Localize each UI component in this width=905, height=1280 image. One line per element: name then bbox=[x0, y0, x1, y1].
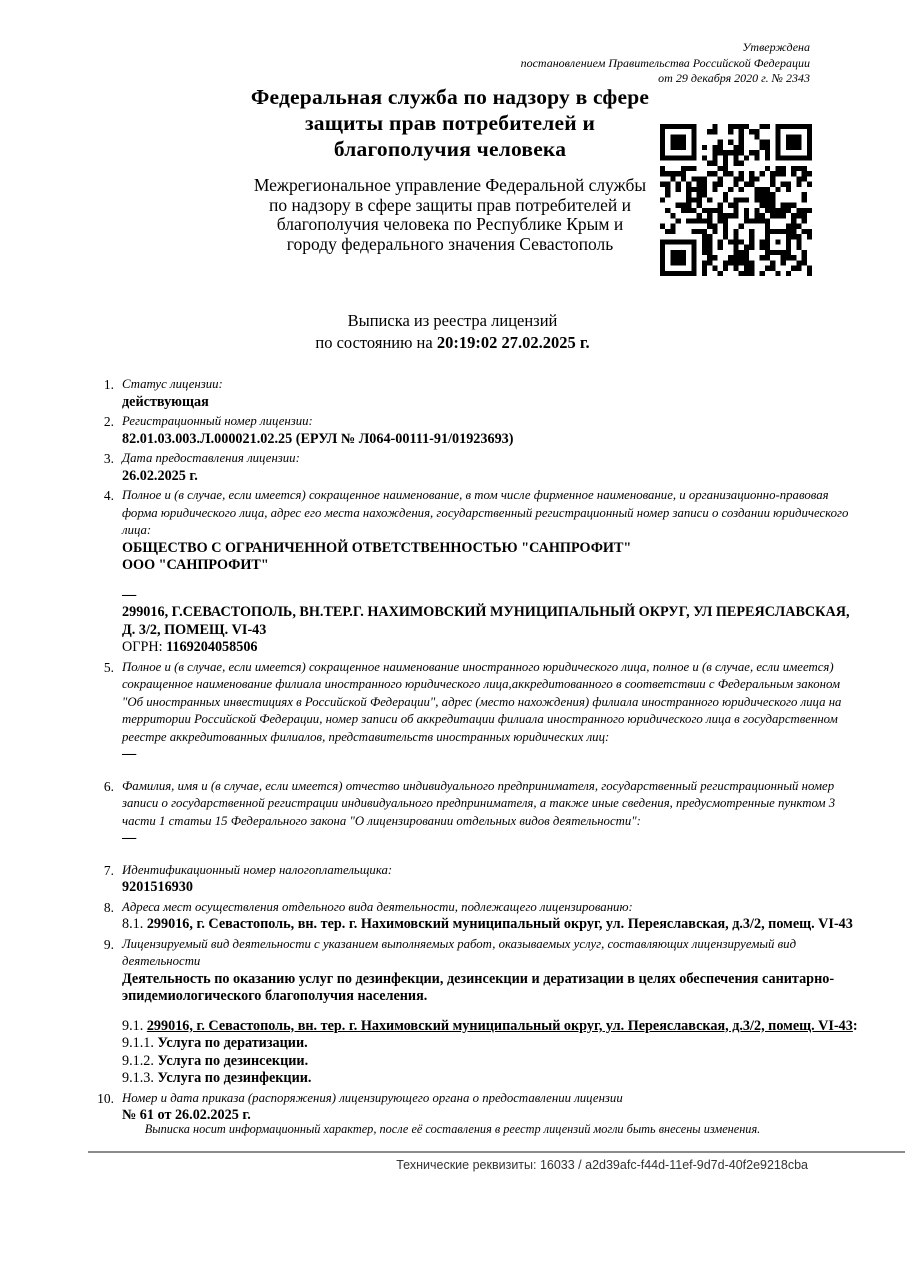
qr-code-icon bbox=[660, 124, 812, 276]
item-number: 6. bbox=[103, 778, 114, 794]
item-value bbox=[122, 431, 860, 449]
item-value-text: — bbox=[122, 746, 137, 762]
as-of-prefix: по состоянию на bbox=[315, 333, 437, 352]
item-value-text: Услуга по дератизации. bbox=[157, 1035, 308, 1051]
item-value bbox=[122, 1053, 860, 1071]
item-value bbox=[122, 587, 860, 605]
license-item bbox=[88, 659, 860, 776]
item-label: Номер и дата приказа (распоряжения) лицензирующего органа о предоставлении лицензии bbox=[122, 1090, 623, 1105]
item-number: 7. bbox=[103, 862, 114, 878]
item-label: Лицензируемый вид деятельности с указанием выполняемых работ, оказываемых услуг, составляющих лицензируемый вид деятельности bbox=[122, 936, 797, 968]
as-of-datetime: 20:19:02 27.02.2025 г. bbox=[436, 333, 590, 352]
item-value-text: 299016, Г.СЕВАСТОПОЛЬ, ВН.ТЕР.Г. НАХИМОВСКИЙ МУНИЦИПАЛЬНЫЙ ОКРУГ, УЛ ПЕРЕЯСЛАВСКАЯ, Д. 3/2, ПОМЕЩ. VI-43 bbox=[122, 604, 850, 638]
item-value-suffix: : bbox=[852, 1017, 858, 1034]
item-value-text: 1169204058506 bbox=[166, 639, 258, 655]
item-value-text: 82.01.03.003.Л.000021.02.25 (ЕРУЛ № Л064-00111-91/01923693) bbox=[122, 430, 514, 447]
item-label: Адреса мест осуществления отдельного вида деятельности, подлежащего лицензированию: bbox=[122, 899, 633, 914]
item-value bbox=[122, 916, 860, 934]
item-body bbox=[122, 450, 860, 485]
item-label: Фамилия, имя и (в случае, если имеется) отчество индивидуального предпринимателя, государственный регистрационный номер записи о государственной регистрации индивидуального предпринимателя, а также иные сведения, предусмотренные пунктом 3 части 1 статьи 15 Федерального закона "О лицензировании отдельных видов деятельности": bbox=[122, 778, 836, 828]
item-value bbox=[122, 540, 860, 558]
item-value-prefix: 9.1.2. bbox=[122, 1052, 158, 1069]
item-label: Полное и (в случае, если имеется) сокращенное наименование, в том числе фирменное наименование, и организационно-правовая форма юридического лица, адрес его места нахождения, государственный регистрационный номер записи о создании юридического лица: bbox=[122, 488, 849, 537]
item-value-prefix: ОГРН: bbox=[122, 639, 167, 655]
item-value-prefix: 8.1. bbox=[122, 916, 147, 932]
item-value bbox=[122, 604, 860, 639]
item-value bbox=[122, 557, 860, 575]
item-label: Регистрационный номер лицензии: bbox=[122, 414, 313, 428]
item-value bbox=[122, 1035, 860, 1053]
approval-line-2: постановлением Правительства Российской Федерации bbox=[520, 55, 810, 70]
document-title-block bbox=[0, 310, 905, 354]
item-value-prefix: 9.1. bbox=[122, 1017, 147, 1034]
item-label: Статус лицензии: bbox=[122, 377, 223, 391]
approval-note bbox=[521, 40, 810, 87]
license-item bbox=[88, 778, 860, 860]
item-label: Полное и (в случае, если имеется) сокращенное наименование иностранного юридического лица, полное и (в случае, если имеется) сокращенное наименование филиала иностранного юридического лица,аккредитованного в соответствии с Федеральным законом "Об иностранных инвестициях в Российской Федерации", адрес (место нахождения) филиала иностранного юридического лица на территории Российской Федерации, номер записи об аккредитации филиала иностранного юридического лица в государственном реестре аккредитованных филиалов, представительств иностранных юридических лиц: bbox=[122, 659, 842, 744]
item-value-text: ОБЩЕСТВО С ОГРАНИЧЕННОЙ ОТВЕТСТВЕННОСТЬЮ "САНПРОФИТ" bbox=[122, 539, 632, 556]
item-value-text: Услуга по дезинсекции. bbox=[157, 1052, 309, 1069]
license-items-list bbox=[88, 376, 860, 1127]
item-value bbox=[122, 971, 860, 1006]
item-body bbox=[122, 936, 860, 1088]
item-number: 4. bbox=[103, 488, 114, 503]
item-value-text: Услуга по дезинфекции. bbox=[157, 1070, 312, 1086]
license-item bbox=[88, 487, 860, 657]
item-number: 5. bbox=[103, 659, 114, 675]
item-number: 8. bbox=[103, 899, 114, 915]
item-number: 3. bbox=[103, 451, 114, 466]
item-value-text: — bbox=[122, 830, 137, 846]
license-item bbox=[88, 899, 860, 934]
item-number: 1. bbox=[103, 377, 114, 392]
item-body bbox=[122, 862, 860, 897]
item-value bbox=[122, 830, 860, 848]
item-body bbox=[122, 1090, 860, 1125]
header bbox=[240, 84, 660, 254]
footer-divider bbox=[88, 1151, 905, 1153]
item-label: Идентификационный номер налогоплательщика: bbox=[122, 862, 393, 877]
license-item bbox=[88, 413, 860, 448]
license-item bbox=[88, 1090, 860, 1125]
item-value-text: ООО "САНПРОФИТ" bbox=[122, 557, 269, 573]
item-value-text: — bbox=[122, 586, 137, 603]
item-value-text: Деятельность по оказанию услуг по дезинфекции, дезинсекции и дератизации в целях обеспечения санитарно-эпидемиологического благополучия населения. bbox=[122, 970, 835, 1004]
item-body bbox=[122, 659, 860, 776]
item-value-text: действующая bbox=[122, 393, 209, 410]
license-item bbox=[88, 936, 860, 1088]
item-value-text: 26.02.2025 г. bbox=[122, 467, 198, 484]
item-number: 10. bbox=[97, 1090, 114, 1106]
agency-title: Федеральная служба по надзору в сфере защиты прав потребителей и благополучия человека bbox=[250, 85, 650, 161]
department-title: Межрегиональное управление Федеральной службы по надзору в сфере защиты прав потребителей и благополучия человека по Республике Крым и городу федерального значения Севастополь bbox=[253, 175, 647, 254]
item-number: 9. bbox=[103, 936, 114, 952]
item-label: Дата предоставления лицензии: bbox=[122, 451, 300, 465]
item-value bbox=[122, 1018, 860, 1036]
item-value bbox=[122, 394, 860, 412]
item-body bbox=[122, 778, 860, 860]
item-value bbox=[122, 1070, 860, 1088]
license-item bbox=[88, 376, 860, 411]
item-body bbox=[122, 376, 860, 411]
item-value-prefix: 9.1.3. bbox=[122, 1070, 158, 1086]
document-title: Выписка из реестра лицензий bbox=[347, 311, 558, 330]
item-value bbox=[122, 746, 860, 764]
item-value bbox=[122, 639, 860, 657]
item-value-text: 299016, г. Севастополь, вн. тер. г. Нахимовский муниципальный округ, ул. Переяславская, д.3/2, помещ. VI-43 bbox=[146, 916, 853, 932]
item-body bbox=[122, 487, 860, 657]
approval-line-3: от 29 декабря 2020 г. № 2343 bbox=[658, 71, 810, 85]
item-value-text: № 61 от 26.02.2025 г. bbox=[122, 1107, 251, 1123]
item-number: 2. bbox=[103, 414, 114, 429]
license-item bbox=[88, 450, 860, 485]
item-value bbox=[122, 468, 860, 486]
item-value-prefix: 9.1.1. bbox=[122, 1035, 158, 1051]
item-value bbox=[122, 879, 860, 897]
item-body bbox=[122, 899, 860, 934]
item-value-text: 299016, г. Севастополь, вн. тер. г. Нахимовский муниципальный округ, ул. Переяславская, д.3/2, помещ. VI-43 bbox=[146, 1017, 853, 1034]
as-of-line bbox=[0, 332, 905, 354]
tech-requisites: Технические реквизиты: 16033 / a2d39afc-f44d-11ef-9d7d-40f2e9218cba bbox=[396, 1158, 808, 1172]
footer-note: Выписка носит информационный характер, после её составления в реестр лицензий могли быть внесены изменения. bbox=[144, 1122, 761, 1136]
license-item bbox=[88, 862, 860, 897]
item-value-text: 9201516930 bbox=[122, 879, 193, 895]
approval-line-1: Утверждена bbox=[742, 40, 810, 54]
item-body bbox=[122, 413, 860, 448]
